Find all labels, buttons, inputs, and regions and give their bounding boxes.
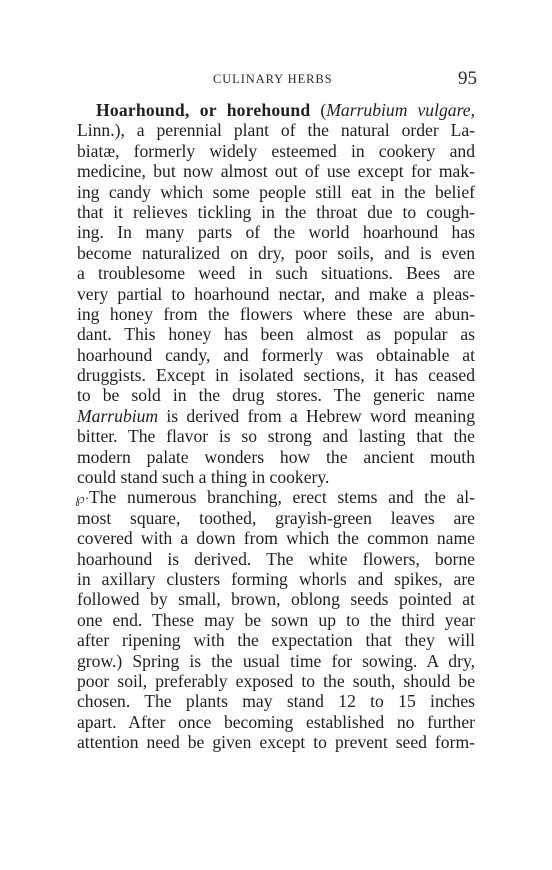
text-line: most square, toothed, grayish-green leaves are <box>77 507 475 528</box>
text-line: ing honey from the flowers where these are abun- <box>77 303 475 324</box>
paragraph-1-first-line <box>77 100 475 120</box>
text-line: to be sold in the drug stores. The generic name <box>77 385 475 406</box>
text-line: ing candy which some people still eat in the belief <box>77 181 475 202</box>
text-line: that it relieves tickling in the throat due to cough- <box>77 201 475 222</box>
text-line: ing. In many parts of the world hoarhound has <box>77 222 475 243</box>
text-line: followed by small, brown, oblong seeds pointed at <box>77 589 475 610</box>
text-line: bitter. The flavor is so strong and lasting that the <box>77 426 475 447</box>
body-text <box>77 100 475 753</box>
paragraph-1-last-line: could stand such a thing in cookery. <box>77 467 330 488</box>
text-line: attention need be given except to prevent seed form- <box>77 732 475 753</box>
text-line: grow.) Spring is the usual time for sowing. A dry, <box>77 650 475 671</box>
entry-term: Hoarhound, or horehound <box>96 100 311 120</box>
generic-name: Marrubium <box>77 405 159 426</box>
text-line: hoarhound is derived. The white flowers, borne <box>77 548 475 569</box>
text-line: very partial to hoarhound nectar, and make a pleas- <box>77 283 475 304</box>
text-line: chosen. The plants may stand 12 to 15 inches <box>77 691 475 712</box>
text-line: medicine, but now almost out of use except for mak- <box>77 161 475 182</box>
text-line: dant. This honey has been almost as popular as <box>77 324 475 345</box>
scientific-name: Marrubium vulgare, <box>326 100 475 120</box>
text-line: in axillary clusters forming whorls and spikes, are <box>77 568 475 589</box>
margin-mark: ℘· <box>75 492 90 508</box>
generic-name-rest: is derived from a Hebrew word meaning <box>158 405 475 426</box>
open-paren: ( <box>310 100 327 120</box>
running-title: CULINARY HERBS <box>213 72 333 86</box>
page-number: 95 <box>458 68 477 89</box>
text-line: covered with a down from which the common name <box>77 528 475 549</box>
text-line: poor soil, preferably exposed to the south, should be <box>77 670 475 691</box>
text-line: one end. These may be sown up to the third year <box>77 609 475 630</box>
text-line: hoarhound candy, and formerly was obtainable at <box>77 344 475 365</box>
running-head <box>0 70 552 92</box>
text-line: Linn.), a perennial plant of the natural order La- <box>77 120 475 141</box>
text-line: after ripening with the expectation that they will <box>77 630 475 651</box>
paragraph-2-first-text: The numerous branching, erect stems and the al- <box>89 487 475 508</box>
text-line: modern palate wonders how the ancient mouth <box>77 446 475 467</box>
text-line: become naturalized on dry, poor soils, and is even <box>77 242 475 263</box>
text-line: druggists. Except in isolated sections, it has ceased <box>77 365 475 386</box>
text-line: apart. After once becoming established no further <box>77 711 475 732</box>
text-line: biatæ, formerly widely esteemed in cookery and <box>77 140 475 161</box>
text-line-generic-name <box>77 406 475 426</box>
paragraph-2-first-line <box>77 487 475 507</box>
text-line: a troublesome weed in such situations. Bees are <box>77 263 475 284</box>
